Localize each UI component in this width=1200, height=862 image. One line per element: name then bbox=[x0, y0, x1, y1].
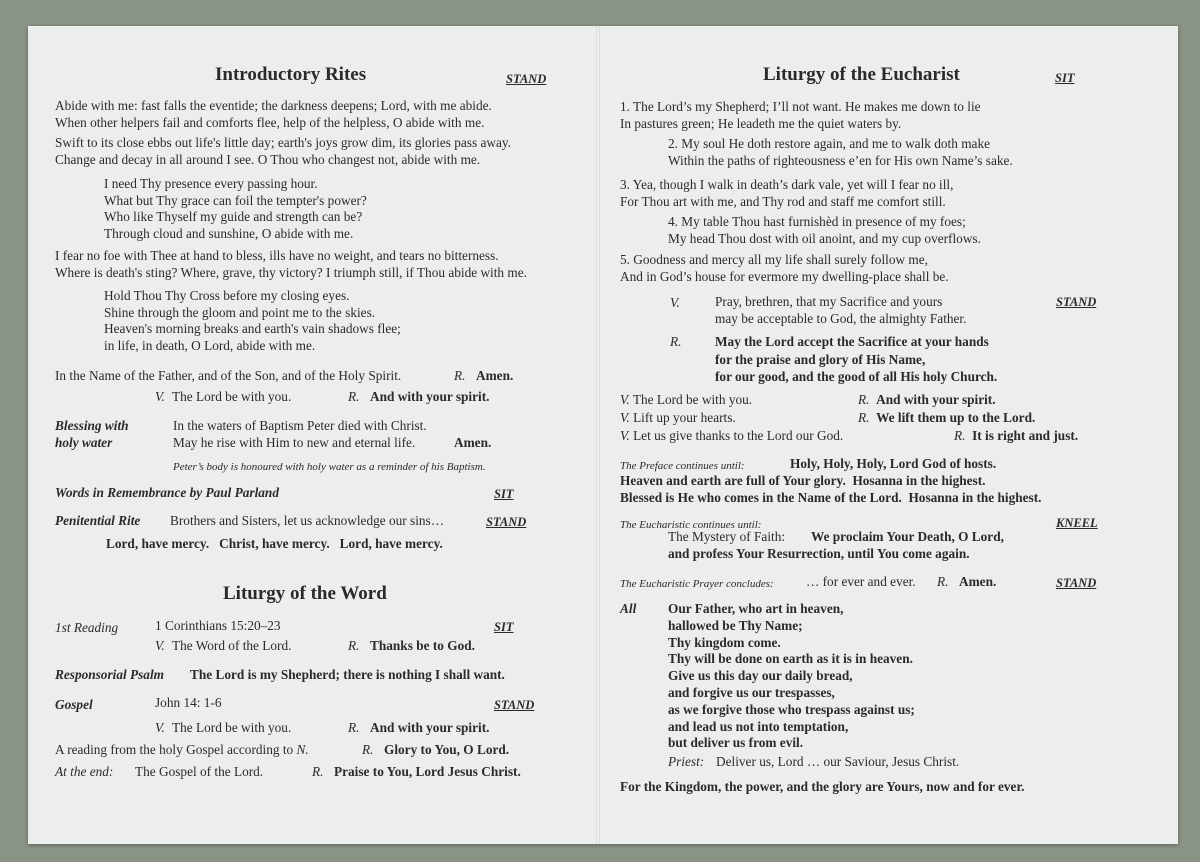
posture-stand: STAND bbox=[1056, 576, 1097, 590]
mystery-line: and profess Your Resurrection, until You come again. bbox=[668, 546, 970, 561]
hymn-line: Hold Thou Thy Cross before my closing eyes. bbox=[104, 288, 350, 303]
dialogue-response-3 bbox=[954, 428, 1078, 444]
hymn-line: When other helpers fail and comforts flee, help of the helpless, O abide with me. bbox=[55, 114, 485, 130]
blessing-label-1: Blessing with bbox=[55, 418, 129, 433]
hymn-line: Where is death's sting? Where, grave, thy victory? I triumph still, if Thou abide with me. bbox=[55, 264, 527, 280]
response-mark: R. bbox=[670, 334, 682, 349]
psalm-line: In pastures green; He leadeth me the quiet waters by. bbox=[620, 115, 902, 131]
reading-label: 1st Reading bbox=[55, 620, 119, 635]
reading-response: Thanks be to God. bbox=[370, 638, 475, 653]
psalm-line: For Thou art with me, and Thy rod and staff me comfort still. bbox=[620, 193, 946, 209]
response-mark: R. bbox=[312, 764, 324, 779]
hymn-line: Through cloud and sunshine, O abide with me. bbox=[104, 225, 354, 241]
gospel-announcement bbox=[55, 742, 309, 758]
prayer-line: Thy kingdom come. bbox=[668, 634, 781, 650]
right-page bbox=[598, 26, 1178, 844]
hymn-stanza-4 bbox=[55, 248, 527, 281]
dialogue-versicle-2 bbox=[620, 410, 736, 426]
prayer-line: as we forgive those who trespass against us; bbox=[668, 701, 915, 717]
hymn-line: Abide with me: fast falls the eventide; the darkness deepens; Lord, with me abide. bbox=[55, 98, 492, 113]
dialogue-text: Lift up your hearts. bbox=[633, 410, 736, 425]
gospel-announcement-response: Glory to You, O Lord. bbox=[384, 742, 510, 757]
posture-stand: STAND bbox=[1056, 295, 1097, 309]
eucharistic-label: The Eucharistic continues until: bbox=[620, 519, 762, 531]
versicle-mark: V. bbox=[620, 428, 630, 443]
penitential-text: Brothers and Sisters, let us acknowledge our sins… bbox=[170, 513, 445, 528]
response-mark: R. bbox=[348, 389, 360, 404]
final-doxology: For the Kingdom, the power, and the glory are Yours, now and for ever. bbox=[620, 779, 1025, 794]
sanctus-line: Heaven and earth are full of Your glory. Hosanna in the highest. bbox=[620, 473, 986, 488]
hymn-line: Swift to its close ebbs out life's little day; earth's joys grow dim, its glories pass away. bbox=[55, 135, 511, 150]
hymn-stanza-3 bbox=[104, 176, 367, 242]
liturgy-of-word-heading: Liturgy of the Word bbox=[223, 583, 387, 604]
versicle-mark: V. bbox=[155, 638, 165, 653]
versicle-mark: V. bbox=[620, 410, 630, 425]
psalm-label: Responsorial Psalm bbox=[55, 667, 164, 682]
concludes-label: The Eucharistic Prayer concludes: bbox=[620, 578, 774, 590]
dialogue-response-text: And with your spirit. bbox=[876, 392, 996, 407]
gospel-label: Gospel bbox=[55, 697, 93, 712]
all-label: All bbox=[620, 601, 637, 616]
blessing-text-1: In the waters of Baptism Peter died with Christ. bbox=[173, 418, 427, 433]
response-mark: R. bbox=[858, 410, 870, 425]
evangelist-placeholder: N. bbox=[296, 742, 309, 757]
posture-stand: STAND bbox=[486, 515, 527, 529]
posture-kneel: KNEEL bbox=[1056, 516, 1098, 530]
versicle-mark: V. bbox=[155, 389, 165, 404]
hymn-line: Who like Thyself my guide and strength can be? bbox=[104, 209, 363, 224]
remembrance-label: Words in Remembrance by Paul Parland bbox=[55, 485, 279, 500]
preface-label: The Preface continues until: bbox=[620, 460, 745, 472]
prayer-line: Our Father, who art in heaven, bbox=[668, 601, 844, 616]
blessing-amen: Amen. bbox=[454, 435, 492, 450]
psalm-verse-5 bbox=[620, 252, 949, 285]
penitential-label: Penitential Rite bbox=[55, 513, 141, 528]
prayer-line: but deliver us from evil. bbox=[668, 735, 804, 751]
hymn-stanza-5 bbox=[104, 288, 401, 354]
hymn-line: Heaven's morning breaks and earth's vain shadows flee; bbox=[104, 321, 401, 336]
posture-sit: SIT bbox=[1055, 71, 1075, 85]
posture-stand: STAND bbox=[494, 698, 535, 712]
reading-reference: 1 Corinthians 15:20–23 bbox=[155, 618, 281, 633]
dialogue-versicle-3 bbox=[620, 428, 843, 444]
dialogue-response-1 bbox=[858, 392, 996, 408]
priest-label: Priest: bbox=[668, 754, 705, 769]
hymn-line: Shine through the gloom and point me to the skies. bbox=[104, 304, 376, 320]
amen-response: Amen. bbox=[959, 574, 997, 589]
response-mark: R. bbox=[348, 638, 360, 653]
versicle-mark: V. bbox=[155, 720, 165, 735]
dialogue-text: The Lord be with you. bbox=[632, 392, 753, 407]
posture-stand: STAND bbox=[506, 72, 547, 86]
sign-of-cross: In the Name of the Father, and of the Son, and of the Holy Spirit. bbox=[55, 368, 402, 383]
orate-line: Pray, brethren, that my Sacrifice and yours bbox=[715, 294, 943, 309]
psalm-verse-4 bbox=[668, 214, 981, 247]
response-mark: R. bbox=[937, 574, 949, 589]
psalm-line: And in God’s house for evermore my dwelling-place shall be. bbox=[620, 268, 949, 284]
response-mark: R. bbox=[454, 368, 466, 383]
posture-sit: SIT bbox=[494, 620, 514, 634]
suscipiat-line: for our good, and the good of all His holy Church. bbox=[715, 369, 998, 384]
hymn-stanza-2 bbox=[55, 135, 511, 168]
blessing-text-2: May he rise with Him to new and eternal life. bbox=[173, 435, 416, 450]
kyrie: Lord, have mercy. Christ, have mercy. Lord, have mercy. bbox=[106, 536, 443, 551]
blessing-note: Peter’s body is honoured with holy water as a reminder of his Baptism. bbox=[173, 461, 486, 473]
psalm-verse-1 bbox=[620, 99, 981, 132]
prayer-line: Give us this day our daily bread, bbox=[668, 668, 853, 684]
psalm-line: Within the paths of righteousness e’en for His own Name’s sake. bbox=[668, 152, 1013, 168]
embolism: Deliver us, Lord … our Saviour, Jesus Christ. bbox=[716, 754, 960, 769]
psalm-line: 2. My soul He doth restore again, and me to walk doth make bbox=[668, 136, 991, 151]
gospel-versicle: The Lord be with you. bbox=[172, 720, 292, 735]
hymn-stanza-1 bbox=[55, 98, 492, 131]
left-page bbox=[28, 26, 598, 844]
versicle-mark: V. bbox=[670, 295, 680, 310]
dialogue-response-text: We lift them up to the Lord. bbox=[876, 410, 1036, 425]
at-the-end-label: At the end: bbox=[55, 764, 114, 779]
psalm-line: 4. My table Thou hast furnishèd in presence of my foes; bbox=[668, 214, 966, 229]
psalm-response: The Lord is my Shepherd; there is nothing I shall want. bbox=[190, 667, 505, 682]
prayer-line: and forgive us our trespasses, bbox=[668, 684, 835, 700]
gospel-reference: John 14: 1-6 bbox=[155, 695, 222, 710]
hymn-line: in life, in death, O Lord, abide with me. bbox=[104, 337, 316, 353]
gospel-conclusion-response: Praise to You, Lord Jesus Christ. bbox=[334, 764, 521, 779]
prayer-line: hallowed be Thy Name; bbox=[668, 617, 803, 633]
prayer-line: Thy will be done on earth as it is in heaven. bbox=[668, 651, 913, 667]
eucharist-heading: Liturgy of the Eucharist bbox=[763, 64, 960, 85]
psalm-line: My head Thou dost with oil anoint, and my cup overflows. bbox=[668, 230, 981, 246]
doxology-ending: … for ever and ever. bbox=[806, 574, 916, 589]
psalm-line: 1. The Lord’s my Shepherd; I’ll not want. He makes me down to lie bbox=[620, 99, 981, 114]
amen-response: Amen. bbox=[476, 368, 514, 383]
suscipiat bbox=[715, 333, 997, 386]
sanctus-line: Blessed is He who comes in the Name of the Lord. Hosanna in the highest. bbox=[620, 490, 1042, 505]
hymn-line: I need Thy presence every passing hour. bbox=[104, 176, 318, 191]
introductory-rites-heading: Introductory Rites bbox=[215, 64, 367, 85]
gospel-conclusion: The Gospel of the Lord. bbox=[135, 764, 264, 779]
response-mark: R. bbox=[362, 742, 374, 757]
gospel-response: And with your spirit. bbox=[370, 720, 490, 735]
response-mark: R. bbox=[348, 720, 360, 735]
orate-fratres bbox=[715, 294, 966, 327]
blessing-label-2: holy water bbox=[55, 435, 113, 450]
psalm-line: 5. Goodness and mercy all my life shall surely follow me, bbox=[620, 252, 928, 267]
posture-sit: SIT bbox=[494, 487, 514, 501]
hymn-line: What but Thy grace can foil the tempter's power? bbox=[104, 192, 367, 208]
greeting-response: And with your spirit. bbox=[370, 389, 490, 404]
suscipiat-line: May the Lord accept the Sacrifice at your hands bbox=[715, 334, 989, 349]
dialogue-response-2 bbox=[858, 410, 1035, 426]
response-mark: R. bbox=[858, 392, 870, 407]
dialogue-versicle-1 bbox=[620, 392, 752, 408]
prayer-line: and lead us not into temptation, bbox=[668, 718, 849, 734]
gospel-announcement-text: A reading from the holy Gospel according to bbox=[55, 742, 294, 757]
response-mark: R. bbox=[954, 428, 966, 443]
greeting-versicle: The Lord be with you. bbox=[172, 389, 292, 404]
sanctus-line: Holy, Holy, Holy, Lord God of hosts. bbox=[790, 456, 997, 471]
psalm-verse-3 bbox=[620, 177, 953, 210]
mystery-of-faith-label: The Mystery of Faith: bbox=[668, 529, 786, 544]
versicle-mark: V. bbox=[620, 392, 630, 407]
our-father bbox=[668, 601, 915, 752]
dialogue-response-text: It is right and just. bbox=[972, 428, 1079, 443]
hymn-line: Change and decay in all around I see. O Thou who changest not, abide with me. bbox=[55, 151, 481, 167]
orate-line: may be acceptable to God, the almighty Father. bbox=[715, 310, 967, 326]
psalm-verse-2 bbox=[668, 136, 1013, 169]
psalm-line: 3. Yea, though I walk in death’s dark vale, yet will I fear no ill, bbox=[620, 177, 954, 192]
suscipiat-line: for the praise and glory of His Name, bbox=[715, 351, 926, 367]
order-of-service-sheet bbox=[28, 26, 1178, 844]
reading-versicle: The Word of the Lord. bbox=[172, 638, 292, 653]
mystery-line: We proclaim Your Death, O Lord, bbox=[811, 529, 1004, 544]
dialogue-text: Let us give thanks to the Lord our God. bbox=[633, 428, 844, 443]
hymn-line: I fear no foe with Thee at hand to bless, ills have no weight, and tears no bitterness. bbox=[55, 248, 499, 263]
